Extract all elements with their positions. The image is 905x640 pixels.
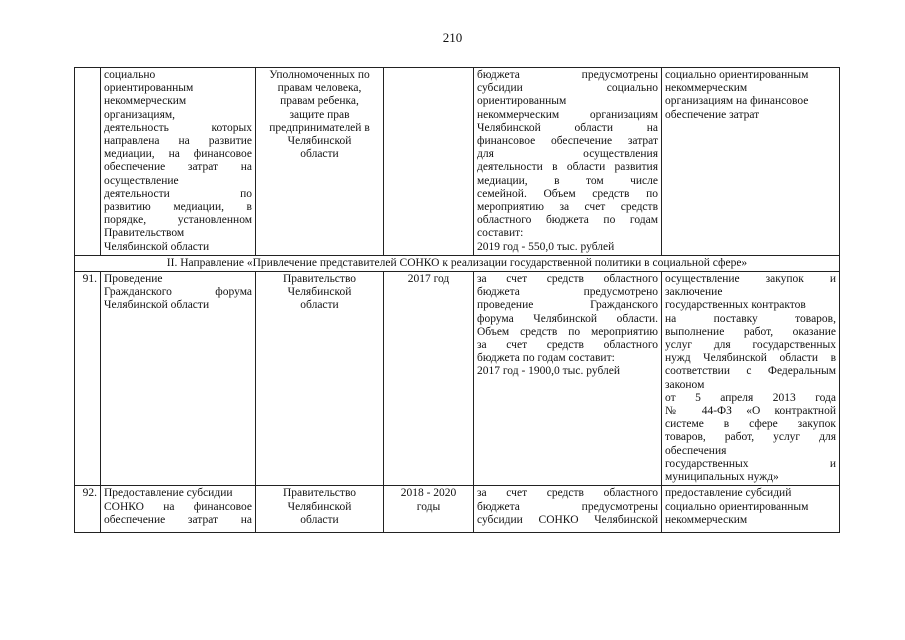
cell-number: 92.	[75, 486, 101, 533]
cell-number	[75, 68, 101, 256]
cell-term: 2017 год	[384, 272, 474, 486]
measures-table	[74, 67, 840, 533]
section-heading-row	[75, 255, 840, 271]
cell-measure-name: социально ориентированным некоммерческим организациям, деятельность которых направлена на развитие медиации, на финансовое обеспечение затрат на осуществление деятельности по развитию медиации, в порядке, установленном Правительством Челябинской области	[101, 68, 256, 256]
cell-executor: Правительство Челябинской области	[256, 486, 384, 533]
cell-term	[384, 68, 474, 256]
table-row	[75, 486, 840, 533]
section-heading: II. Направление «Привлечение представителей СОНКО к реализации государственной политики в социальной сфере»	[75, 255, 840, 271]
cell-funding: бюджета предусмотрены субсидии социально ориентированным некоммерческим организациям Челябинской области на финансовое обеспечение затрат для осуществления деятельности в области развития медиации, в том числе семейной. Объем средств по мероприятию за счет средств областного бюджета по годам составит: 2019 год - 550,0 тыс. рублей	[474, 68, 662, 256]
cell-measure-name: Проведение Гражданского форума Челябинской области	[101, 272, 256, 486]
cell-funding: за счет средств областного бюджета предусмотрены субсидии СОНКО Челябинской	[474, 486, 662, 533]
cell-result: социально ориентированным некоммерческим организациям на финансовое обеспечение затрат	[662, 68, 840, 256]
cell-executor: Правительство Челябинской области	[256, 272, 384, 486]
page-number: 210	[442, 30, 463, 45]
table-row-continuation	[75, 68, 840, 256]
cell-number: 91.	[75, 272, 101, 486]
cell-executor: Уполномоченных по правам человека, правам ребенка, защите прав предпринимателей в Челябинской области	[256, 68, 384, 256]
cell-result: осуществление закупок и заключение государственных контрактов на поставку товаров, выполнение работ, оказание услуг для государственных нужд Челябинской области в соответствии с Федеральным законом от 5 апреля 2013 года № 44-ФЗ «О контрактной системе в сфере закупок товаров, работ, услуг для обеспечения государственных и муниципальных нужд»	[662, 272, 840, 486]
table-row	[75, 272, 840, 486]
cell-term: 2018 - 2020 годы	[384, 486, 474, 533]
cell-measure-name: Предоставление субсидии СОНКО на финансовое обеспечение затрат на	[101, 486, 256, 533]
cell-result: предоставление субсидий социально ориентированным некоммерческим	[662, 486, 840, 533]
cell-funding: за счет средств областного бюджета предусмотрено проведение Гражданского форума Челябинской области. Объем средств по мероприятию за счет средств областного бюджета по годам составит: 2017 год - 1900,0 тыс. рублей	[474, 272, 662, 486]
